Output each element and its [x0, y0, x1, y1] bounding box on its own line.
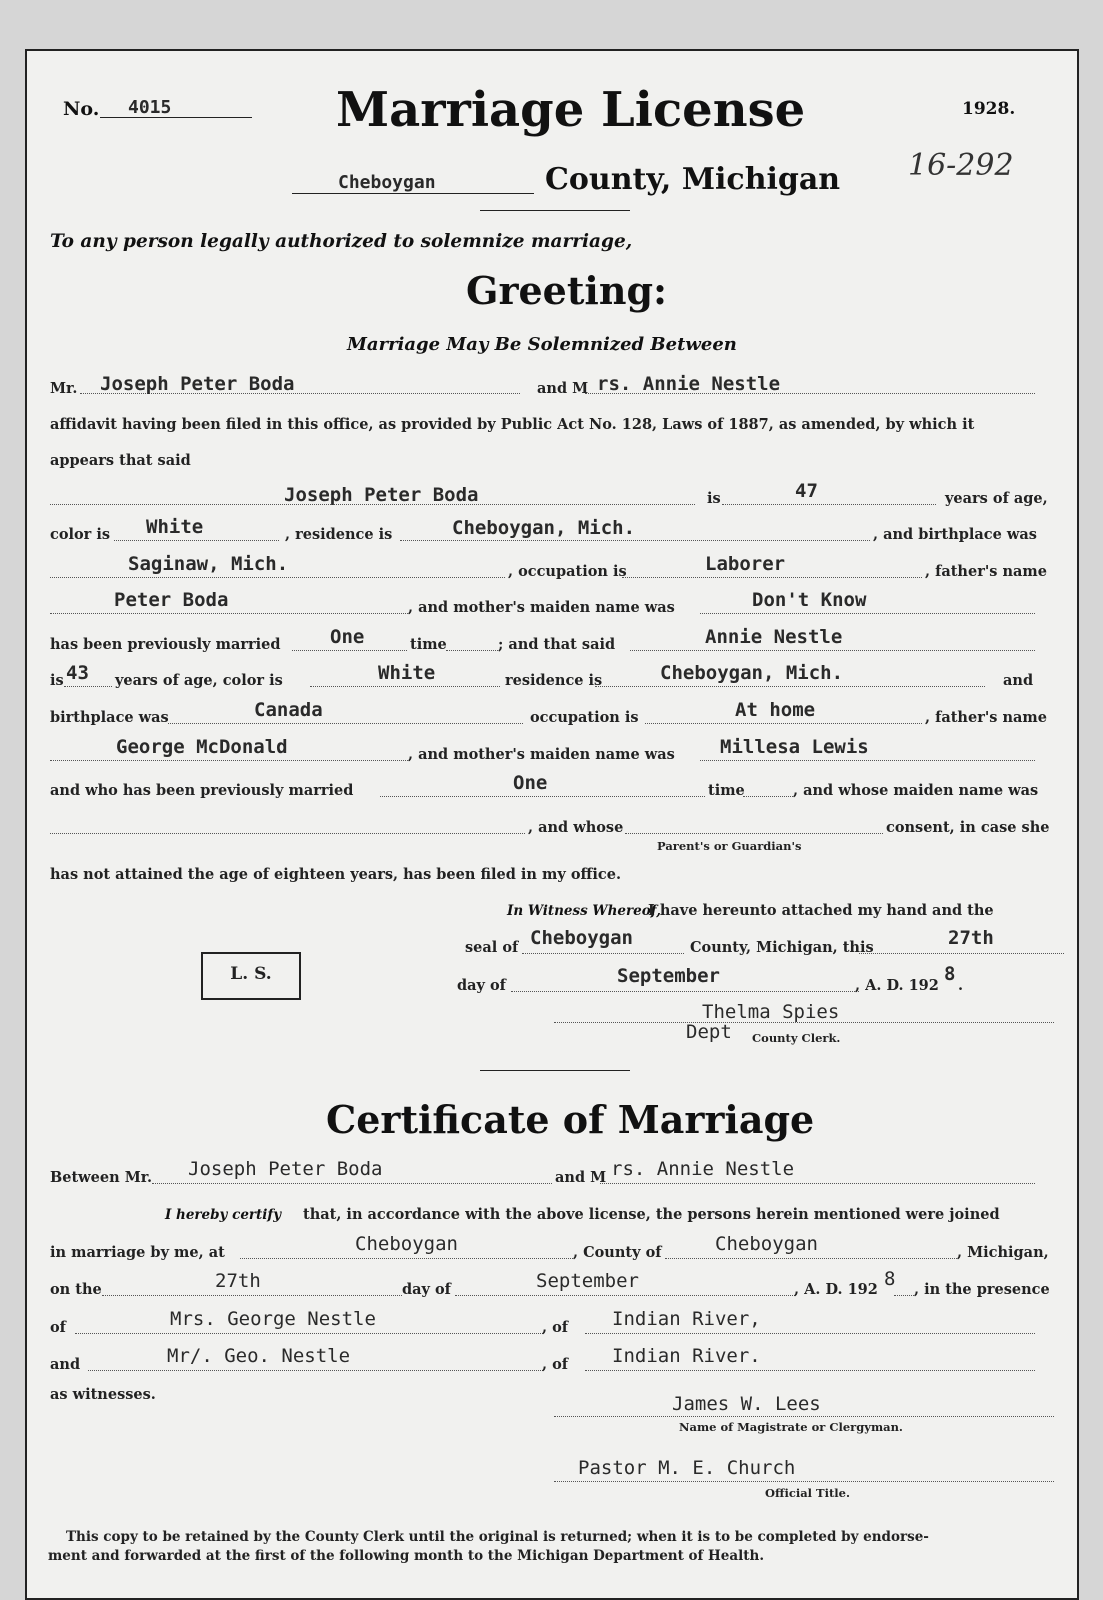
witness2-of-label: , of [542, 1356, 569, 1373]
mothers-maiden-label-2: , and mother's maiden name was [408, 746, 675, 763]
bride-mother: Millesa Lewis [720, 736, 869, 758]
in-marriage-label: in marriage by me, at [50, 1244, 225, 1261]
cert-ad-label: , A. D. 192 [794, 1281, 878, 1298]
groom-occupation: Laborer [705, 553, 786, 575]
official-title: Pastor M. E. Church [578, 1457, 796, 1479]
county-michigan-this-label: County, Michigan, this [690, 939, 874, 956]
occupation-is-label: , occupation is [508, 563, 627, 580]
bride-occupation: At home [735, 699, 816, 721]
of-label: of [50, 1319, 66, 1336]
file-reference: 16-292 [908, 148, 1014, 183]
years-color-label: years of age, color is [115, 672, 283, 689]
guardian-caption: Parent's or Guardian's [657, 839, 802, 853]
birthplace-was-label: , and birthplace was [873, 526, 1037, 543]
county-clerk-label: County Clerk. [752, 1031, 841, 1045]
groom-birthplace: Saginaw, Mich. [128, 553, 289, 575]
marriage-place: Cheboygan [355, 1233, 458, 1255]
cert-bride-name: rs. Annie Nestle [611, 1158, 795, 1180]
residence-label-2: residence is [505, 672, 603, 689]
mothers-maiden-label: , and mother's maiden name was [408, 599, 675, 616]
witness1-place: Indian River, [612, 1308, 761, 1330]
color-is-label: color is [50, 526, 111, 543]
cert-and-m-label: and M [555, 1169, 607, 1186]
affidavit-text: affidavit having been filed in this office, as provided by Public Act No. 128, Laws of 1887, as amended, by which it [50, 416, 975, 433]
officiant-caption: Name of Magistrate or Clergyman. [679, 1420, 903, 1434]
issue-year-digit: 8 [944, 963, 956, 985]
witness2-place: Indian River. [612, 1345, 761, 1367]
who-prev-married-label: and who has been previously married [50, 782, 354, 799]
issue-day: 27th [948, 927, 994, 949]
license-title: Marriage License [336, 82, 806, 138]
marriage-county: Cheboygan [715, 1233, 818, 1255]
bride-color: White [378, 662, 436, 684]
bride-prev-married: One [513, 772, 548, 794]
not-attained-text: has not attained the age of eighteen years, has been filed in my office. [50, 866, 622, 883]
marriage-month: September [536, 1270, 639, 1292]
presence-label: , in the presence [914, 1281, 1050, 1298]
certify-italic: I hereby certify [165, 1207, 282, 1223]
years-of-age-label: years of age, [945, 490, 1048, 507]
michigan-label: , Michigan, [957, 1244, 1049, 1261]
that-said-label: ; and that said [498, 636, 616, 653]
groom-name-repeat: Joseph Peter Boda [284, 484, 479, 506]
ls-seal-label: L. S. [230, 964, 272, 984]
mr-label: Mr. [50, 380, 78, 397]
consent-label: consent, in case she [886, 819, 1050, 836]
footer-note-line1: This copy to be retained by the County Clerk until the original is returned; when it is to be completed by endorse- [66, 1529, 929, 1545]
and-m-label: and M [537, 380, 589, 397]
county-state-label: County, Michigan [545, 162, 841, 197]
seal-county: Cheboygan [530, 927, 633, 949]
groom-mother: Don't Know [752, 589, 867, 611]
time-label: time [410, 636, 447, 653]
prev-married-label: has been previously married [50, 636, 281, 653]
issue-year-end: . [958, 977, 964, 994]
groom-color: White [146, 516, 204, 538]
bride-father: George McDonald [116, 736, 288, 758]
certify-text: that, in accordance with the above license, the persons herein mentioned were joined [303, 1206, 1000, 1223]
bride-name: rs. Annie Nestle [597, 373, 781, 395]
and-whose-label: , and whose [528, 819, 624, 836]
marriage-day: 27th [215, 1270, 261, 1292]
between-mr-label: Between Mr. [50, 1169, 153, 1186]
greeting-heading: Greeting: [466, 268, 668, 313]
bride-name-repeat: Annie Nestle [705, 626, 843, 648]
time-whose-label: time [708, 782, 745, 799]
clerk-signature: Thelma Spies [702, 1001, 840, 1023]
officiant-name: James W. Lees [672, 1393, 821, 1415]
and-label: and [1003, 672, 1034, 689]
official-title-caption: Official Title. [765, 1486, 850, 1500]
groom-prev-married: One [330, 626, 365, 648]
license-number-label: No. [63, 98, 100, 120]
witness2-name: Mr/. Geo. Nestle [167, 1345, 351, 1367]
groom-residence: Cheboygan, Mich. [452, 517, 636, 539]
county-name: Cheboygan [338, 172, 436, 193]
witness-whereof-italic: In Witness Whereof, [507, 903, 661, 919]
bride-residence: Cheboygan, Mich. [660, 662, 844, 684]
license-number: 4015 [128, 97, 172, 118]
license-year: 1928. [962, 99, 1016, 119]
ad-label: , A. D. 192 [855, 977, 939, 994]
fathers-name-label: , father's name [925, 563, 1047, 580]
certificate-title: Certificate of Marriage [326, 1097, 815, 1142]
footer-note-line2: ment and forwarded at the first of the following month to the Michigan Department of Health. [48, 1548, 765, 1564]
fathers-name-label-2: , father's name [925, 709, 1047, 726]
county-of-label: , County of [573, 1244, 662, 1261]
on-the-label: on the [50, 1281, 102, 1298]
dept-label: Dept [686, 1021, 732, 1043]
issue-month: September [617, 965, 720, 987]
between-heading: Marriage May Be Solemnized Between [347, 334, 737, 355]
groom-name: Joseph Peter Boda [100, 373, 295, 395]
and-label: and [50, 1356, 81, 1373]
maiden-name-label: , and whose maiden name was [793, 782, 1039, 799]
cert-day-of-label: day of [402, 1281, 451, 1298]
birthplace-label-2: birthplace was [50, 709, 169, 726]
witness1-of-label: , of [542, 1319, 569, 1336]
witness-text: I have hereunto attached my hand and the [648, 902, 994, 919]
is-label: is [707, 490, 721, 507]
witness1-name: Mrs. George Nestle [170, 1308, 376, 1330]
cert-groom-name: Joseph Peter Boda [188, 1158, 383, 1180]
bride-age: 43 [66, 662, 89, 684]
is-label-2: is [50, 672, 64, 689]
occupation-label-2: occupation is [530, 709, 639, 726]
seal-of-label: seal of [465, 939, 519, 956]
groom-age: 47 [795, 480, 818, 502]
as-witnesses-label: as witnesses. [50, 1386, 156, 1403]
marriage-year-digit: 8 [884, 1268, 896, 1290]
groom-father: Peter Boda [114, 589, 229, 611]
appears-text: appears that said [50, 452, 191, 469]
bride-birthplace: Canada [254, 699, 323, 721]
day-of-label: day of [457, 977, 506, 994]
residence-is-label: , residence is [285, 526, 393, 543]
address-line: To any person legally authorized to solemnize marriage, [50, 231, 633, 252]
